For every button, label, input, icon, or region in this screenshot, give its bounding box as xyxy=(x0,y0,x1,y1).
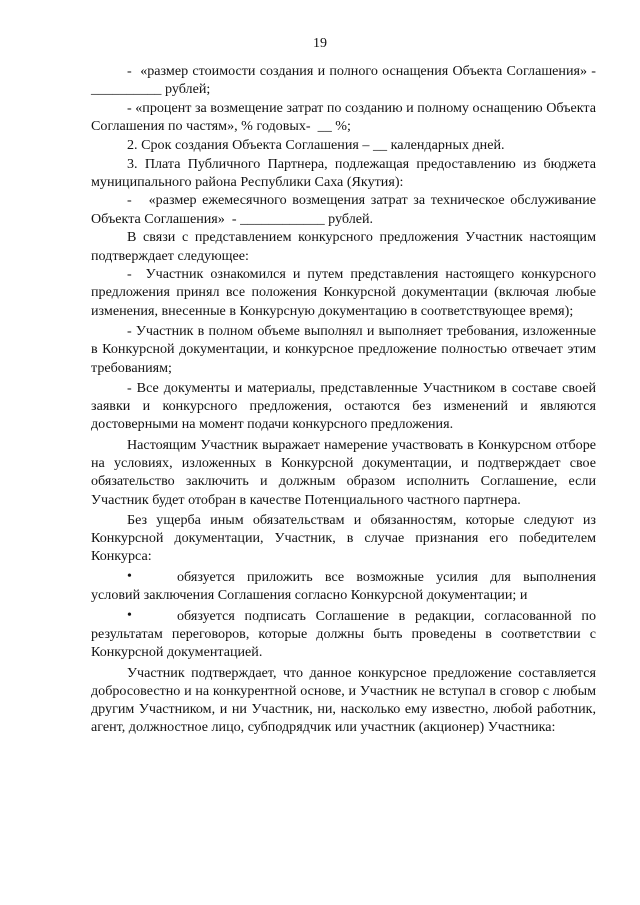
paragraph-intention-to-participate: Настоящим Участник выражает намерение участвовать в Конкурсном отборе на условиях, изложенных в Конкурсной документации, и подтверждает свое обязательство заключить и должным образом исполнить Соглашение, если Участник будет отобран в качестве Потенциального частного партнера. xyxy=(91,436,600,508)
paragraph-creation-term: 2. Срок создания Объекта Соглашения – __ календарных дней. xyxy=(127,136,505,153)
paragraph-reimbursement-percent: - «процент за возмещение затрат по созданию и полному оснащению Объекта Соглашения по частям», % годовых- __ %; xyxy=(91,99,600,135)
paragraph-confirmation-intro: В связи с представлением конкурсного предложения Участник настоящим подтверждает следующее: xyxy=(91,229,600,264)
page-number: 19 xyxy=(313,36,327,51)
paragraph-maintenance-reimbursement: - «размер ежемесячного возмещения затрат за техническое обслуживание Объекта Соглашения» - ____________ рублей. xyxy=(91,192,600,227)
bullet-icon: • xyxy=(127,607,132,623)
bullet-icon: • xyxy=(127,568,132,584)
paragraph-public-partner-fee: 3. Плата Публичного Партнера, подлежащая предоставлению из бюджета муниципального района Республики Саха (Якутия): xyxy=(91,155,600,190)
paragraph-good-faith-confirmation: Участник подтверждает, что данное конкурсное предложение составляется добросовестно и на конкурентной основе, и Участник не вступал в сговор с любым другим Участником, и ни Участник, ни, насколько ему известно, любой работник, агент, должностное лицо, субподрядчик или участник (акционер) Участника: xyxy=(91,664,600,736)
bullet-item-text: обязуется подписать Соглашение в редакции, согласованной по результатам переговоров, которые должны быть проведены в соответствии с Конкурсной документацией. xyxy=(91,607,596,661)
paragraph-requirements-met: - Участник в полном объеме выполнял и выполняет требования, изложенные в Конкурсной документации, и конкурсное предложение полностью отвечает этим требованиям; xyxy=(91,323,600,376)
paragraph-winner-obligations: Без ущерба иным обязательствам и обязанностям, которые следуют из Конкурсной документации, Участник, в случае признания его победителем Конкурса: xyxy=(91,512,600,565)
paragraph-cost-of-creation: - «размер стоимости создания и полного оснащения Объекта Соглашения» - __________ рублей; xyxy=(91,63,604,98)
paragraph-documents-valid: - Все документы и материалы, представленные Участником в составе своей заявки и конкурсного предложения, остаются без изменений и являются достоверными на момент подачи конкурсного предложения. xyxy=(91,380,600,433)
paragraph-participant-acquainted: - Участник ознакомился и путем представления настоящего конкурсного предложения принял все положения Конкурсной документации (включая любые изменения, внесенные в Конкурсную документацию в соответствующее время); xyxy=(91,266,600,319)
bullet-item-sign-agreement xyxy=(91,607,596,662)
bullet-item-text: обязуется приложить все возможные усилия для выполнения условий заключения Соглашения согласно Конкурсной документации; и xyxy=(91,568,596,604)
document-body xyxy=(91,62,604,736)
bullet-item-efforts xyxy=(91,568,596,604)
